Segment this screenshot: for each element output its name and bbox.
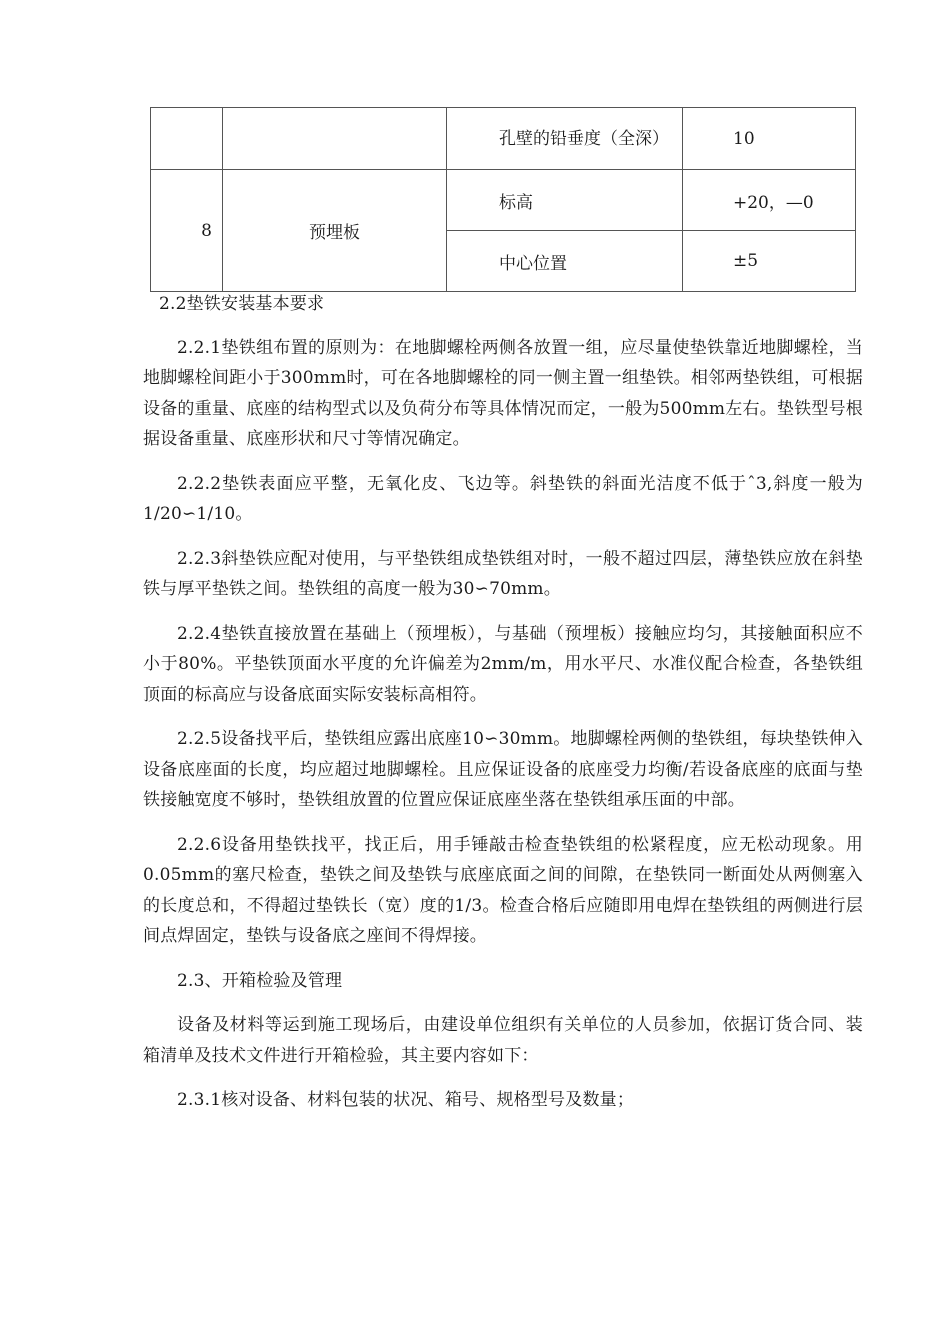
table-cell-name	[223, 108, 447, 170]
heading-2-2: 2.2垫铁安装基本要求	[159, 294, 325, 314]
table-row	[151, 108, 856, 170]
table-cell-num	[151, 108, 223, 170]
paragraph-2-2-5: 2.2.5设备找平后，垫铁组应露出底座10∽30mm。地脚螺栓两侧的垫铁组，每块垫铁伸入设备底座面的长度，均应超过地脚螺栓。且应保证设备的底座受力均衡/若设备底座的底面与垫铁接触宽度不够时，垫铁组放置的位置应保证底座坐落在垫铁组承压面的中部。	[143, 729, 863, 810]
heading-2-3: 2.3、开箱检验及管理	[177, 970, 343, 991]
table-cell-item: 标高	[447, 170, 683, 231]
paragraph-2-2-2: 2.2.2垫铁表面应平整，无氧化皮、飞边等。斜垫铁的斜面光洁度不低于ˆ3,斜度一般为1/20∽1/10。	[143, 473, 863, 524]
table-cell-name: 预埋板	[223, 170, 447, 292]
table-cell-value: 10	[683, 108, 856, 170]
table-row	[151, 170, 856, 231]
table-cell-item-text: 孔壁的铅垂度（全深）	[499, 128, 669, 149]
table-cell-num: 8	[151, 170, 223, 292]
paragraph-2-3-1: 2.3.1核对设备、材料包装的状况、箱号、规格型号及数量；	[177, 1090, 635, 1110]
section-2-2	[143, 289, 863, 1116]
table-cell-item	[447, 108, 683, 170]
paragraph-2-2-4: 2.2.4垫铁直接放置在基础上（预埋板），与基础（预埋板）接触应均匀，其接触面积应不小于80%。平垫铁顶面水平度的允许偏差为2mm/m，用水平尺、水准仪配合检查，各垫铁组顶面的标高应与设备底面实际安装标高相符。	[143, 623, 863, 705]
paragraph-2-3: 设备及材料等运到施工现场后，由建设单位组织有关单位的人员参加，依据订货合同、装箱清单及技术文件进行开箱检验，其主要内容如下：	[143, 1015, 863, 1066]
table-cell-value: ±5	[683, 231, 856, 292]
spec-table	[150, 107, 856, 292]
table-cell-value: +20，—0	[683, 170, 856, 231]
paragraph-2-2-1: 2.2.1垫铁组布置的原则为：在地脚螺栓两侧各放置一组，应尽量使垫铁靠近地脚螺栓，当地脚螺栓间距小于300mm时，可在各地脚螺栓的同一侧主置一组垫铁。相邻两垫铁组，可根据设备的重量、底座的结构型式以及负荷分布等具体情况而定，一般为500mm左右。垫铁型号根据设备重量、底座形状和尺寸等情况确定。	[143, 337, 863, 449]
table-cell-item: 中心位置	[447, 231, 683, 292]
paragraph-2-2-3: 2.2.3斜垫铁应配对使用，与平垫铁组成垫铁组对时，一般不超过四层，薄垫铁应放在斜垫铁与厚平垫铁之间。垫铁组的高度一般为30∽70mm。	[143, 548, 863, 599]
paragraph-2-2-6: 2.2.6设备用垫铁找平，找正后，用手锤敲击检查垫铁组的松紧程度，应无松动现象。用0.05mm的塞尺检查，垫铁之间及垫铁与底座底面之间的间隙，在垫铁同一断面处从两侧塞入的长度总和，不得超过垫铁长（宽）度的1/3。检查合格后应随即用电焊在垫铁组的两侧进行层间点焊固定，垫铁与设备底之座间不得焊接。	[143, 834, 863, 946]
